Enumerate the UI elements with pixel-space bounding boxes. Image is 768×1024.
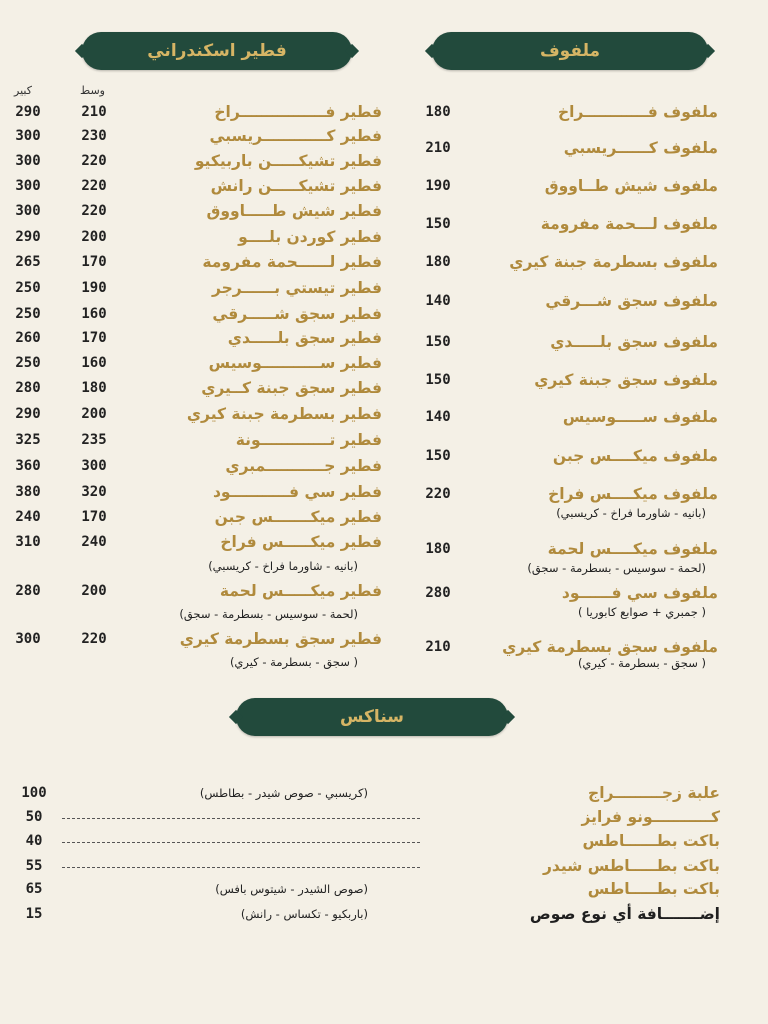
fateer-item-name: فطير فــــــــــــــــراخ	[214, 103, 382, 121]
malfouf-item-note: (لحمة - سوسيس - بسطرمة - سجق)	[527, 561, 706, 575]
snack-item-note: (كريسبي - صوص شيدر - بطاطس)	[199, 786, 368, 800]
malfouf-item-price: 150	[425, 448, 451, 464]
fateer-item-price-medium: 230	[81, 128, 107, 144]
fateer-item-price-large: 300	[15, 178, 41, 194]
fateer-item-name: فطير تشيكـــــن رانش	[210, 177, 382, 195]
malfouf-item-name: ملفوف ميكــــس لحمة	[547, 540, 718, 558]
malfouf-item-note: ( سجق - بسطرمة - كيري)	[577, 656, 706, 670]
fateer-item-price-large: 290	[15, 104, 41, 120]
malfouf-item-price: 180	[425, 254, 451, 270]
snack-item-price: 15	[25, 906, 43, 922]
malfouf-item-price: 280	[425, 585, 451, 601]
fateer-item-note: ( سجق - بسطرمة - كيري)	[229, 655, 358, 669]
snack-item-name: علبة زجـــــــــراج	[588, 784, 720, 802]
snacks-section-title: سناكس	[340, 707, 404, 727]
fateer-item-price-medium: 170	[81, 254, 107, 270]
malfouf-item-name: ملفوف سجق شـــرقي	[545, 292, 718, 310]
malfouf-item-price: 180	[425, 104, 451, 120]
snack-item-leader	[62, 818, 420, 819]
fateer-item-price-large: 300	[15, 153, 41, 169]
fateer-item-price-medium: 200	[81, 229, 107, 245]
fateer-section-title: فطير اسكندراني	[147, 41, 287, 61]
fateer-item-price-large: 360	[15, 458, 41, 474]
snack-item-price: 55	[25, 858, 43, 874]
fateer-item-name: فطير سجق بسطرمة كيري	[179, 630, 382, 648]
malfouf-item-name: ملفوف سجق جبنة كيري	[534, 371, 718, 389]
fateer-item-name: فطير تيستي بــــــرجر	[211, 279, 382, 297]
malfouf-item-price: 180	[425, 541, 451, 557]
fateer-item-price-large: 300	[15, 203, 41, 219]
fateer-item-price-medium: 180	[81, 380, 107, 396]
fateer-item-price-medium: 320	[81, 484, 107, 500]
fateer-item-name: فطير سجق جبنة كــيري	[201, 379, 382, 397]
fateer-item-price-large: 260	[15, 330, 41, 346]
malfouf-item-name: ملفوف شيش طــاووق	[544, 177, 718, 195]
fateer-section-banner	[82, 32, 352, 70]
fateer-item-price-large: 250	[15, 355, 41, 371]
snack-item-price: 100	[21, 785, 47, 801]
fateer-item-price-medium: 240	[81, 534, 107, 550]
fateer-item-price-medium: 220	[81, 153, 107, 169]
fateer-item-price-large: 325	[15, 432, 41, 448]
fateer-item-price-medium: 210	[81, 104, 107, 120]
snack-item-name: باكت بطـــــاطس	[587, 880, 720, 898]
malfouf-item-price: 140	[425, 293, 451, 309]
malfouf-item-price: 150	[425, 372, 451, 388]
fateer-item-name: فطير ميكـــــس لحمة	[219, 582, 382, 600]
malfouf-item-price: 220	[425, 486, 451, 502]
malfouf-item-name: ملفوف سي فــــــود	[561, 584, 718, 602]
fateer-item-price-large: 240	[15, 509, 41, 525]
fateer-item-name: فطير سجق شـــــرقي	[212, 305, 382, 323]
fateer-item-name: فطير شيش طـــــاووق	[206, 202, 382, 220]
fateer-item-price-medium: 170	[81, 509, 107, 525]
fateer-item-note: (بانيه - شاورما فراخ - كريسبي)	[208, 559, 358, 573]
snack-item-price: 65	[25, 881, 43, 897]
fateer-item-price-large: 250	[15, 306, 41, 322]
size-large-header: كبير	[14, 84, 32, 97]
malfouf-section-title: ملفوف	[539, 41, 601, 61]
malfouf-item-name: ملفوف لـــحمة مفرومة	[540, 215, 718, 233]
malfouf-item-price: 210	[425, 639, 451, 655]
malfouf-item-name: ملفوف ميكــــس جبن	[552, 447, 718, 465]
fateer-item-price-large: 300	[15, 128, 41, 144]
snacks-section-banner	[236, 698, 508, 736]
fateer-item-name: فطير ميكـــــــس جبن	[214, 508, 382, 526]
fateer-item-name: فطير بسطرمة جبنة كيري	[186, 405, 382, 423]
fateer-item-name: فطير ســـــــــــوسيس	[208, 354, 382, 372]
fateer-item-price-medium: 300	[81, 458, 107, 474]
snack-item-leader	[62, 867, 420, 868]
fateer-item-price-large: 280	[15, 583, 41, 599]
snack-item-note: (باربكيو - تكساس - رانش)	[240, 907, 368, 921]
fateer-item-name: فطير سجق بلـــــدي	[227, 329, 382, 347]
fateer-item-name: فطير كوردن بلــــو	[238, 228, 382, 246]
fateer-item-price-medium: 170	[81, 330, 107, 346]
snack-item-price: 50	[25, 809, 43, 825]
malfouf-item-name: ملفوف كــــــريسبي	[563, 139, 718, 157]
fateer-item-price-large: 290	[15, 229, 41, 245]
fateer-item-price-large: 380	[15, 484, 41, 500]
size-medium-header: وسط	[80, 84, 105, 97]
fateer-item-price-medium: 235	[81, 432, 107, 448]
fateer-item-name: فطير لــــــحمة مفرومة	[202, 253, 382, 271]
snack-item-price: 40	[25, 833, 43, 849]
malfouf-item-price: 210	[425, 140, 451, 156]
malfouf-item-price: 150	[425, 334, 451, 350]
malfouf-item-name: ملفوف بسطرمة جبنة كيري	[509, 253, 718, 271]
malfouf-item-name: ملفوف ميكــــس فراخ	[548, 485, 718, 503]
malfouf-item-name: ملفوف ســـــوسيس	[562, 408, 718, 426]
malfouf-section-banner	[432, 32, 708, 70]
malfouf-item-note: (بانيه - شاورما فراخ - كريسبي)	[556, 506, 706, 520]
snack-item-leader	[62, 842, 420, 843]
fateer-item-price-large: 265	[15, 254, 41, 270]
fateer-item-price-large: 310	[15, 534, 41, 550]
snack-item-name: كـــــــــــونو فرايز	[581, 808, 720, 826]
fateer-item-price-medium: 220	[81, 178, 107, 194]
fateer-item-name: فطير جـــــــــــمبري	[225, 457, 382, 475]
fateer-item-price-large: 290	[15, 406, 41, 422]
fateer-item-price-medium: 190	[81, 280, 107, 296]
fateer-item-price-large: 300	[15, 631, 41, 647]
malfouf-item-price: 140	[425, 409, 451, 425]
fateer-item-name: فطير تشيكـــــن باربيكيو	[194, 152, 382, 170]
fateer-item-price-medium: 200	[81, 583, 107, 599]
snack-item-name: باكت بطــــــاطس	[582, 832, 720, 850]
malfouf-item-name: ملفوف فــــــــــــراخ	[557, 103, 718, 121]
snack-item-name: باكت بطـــــاطس شيدر	[542, 857, 720, 875]
fateer-item-name: فطير ميكـــــس فراخ	[220, 533, 382, 551]
malfouf-item-name: ملفوف سجق بسطرمة كيري	[502, 638, 718, 656]
fateer-item-name: فطير كــــــــــــريسبي	[209, 127, 382, 145]
snack-item-name: إضـــــــافة أي نوع صوص	[529, 905, 720, 923]
malfouf-item-price: 190	[425, 178, 451, 194]
fateer-item-name: فطير تـــــــــــــونة	[235, 431, 382, 449]
malfouf-item-price: 150	[425, 216, 451, 232]
fateer-item-note: (لحمة - سوسيس - بسطرمة - سجق)	[179, 607, 358, 621]
fateer-item-price-medium: 160	[81, 306, 107, 322]
fateer-item-price-medium: 220	[81, 203, 107, 219]
malfouf-item-name: ملفوف سجق بلـــــدي	[550, 333, 718, 351]
malfouf-item-note: ( جمبري + صوابع كابوريا )	[577, 605, 706, 619]
fateer-item-price-medium: 160	[81, 355, 107, 371]
fateer-item-price-large: 280	[15, 380, 41, 396]
fateer-item-name: فطير سي فـــــــــــود	[212, 483, 382, 501]
snack-item-note: (صوص الشيدر - شيتوس بافس)	[215, 882, 368, 896]
fateer-item-price-medium: 220	[81, 631, 107, 647]
fateer-item-price-large: 250	[15, 280, 41, 296]
fateer-item-price-medium: 200	[81, 406, 107, 422]
